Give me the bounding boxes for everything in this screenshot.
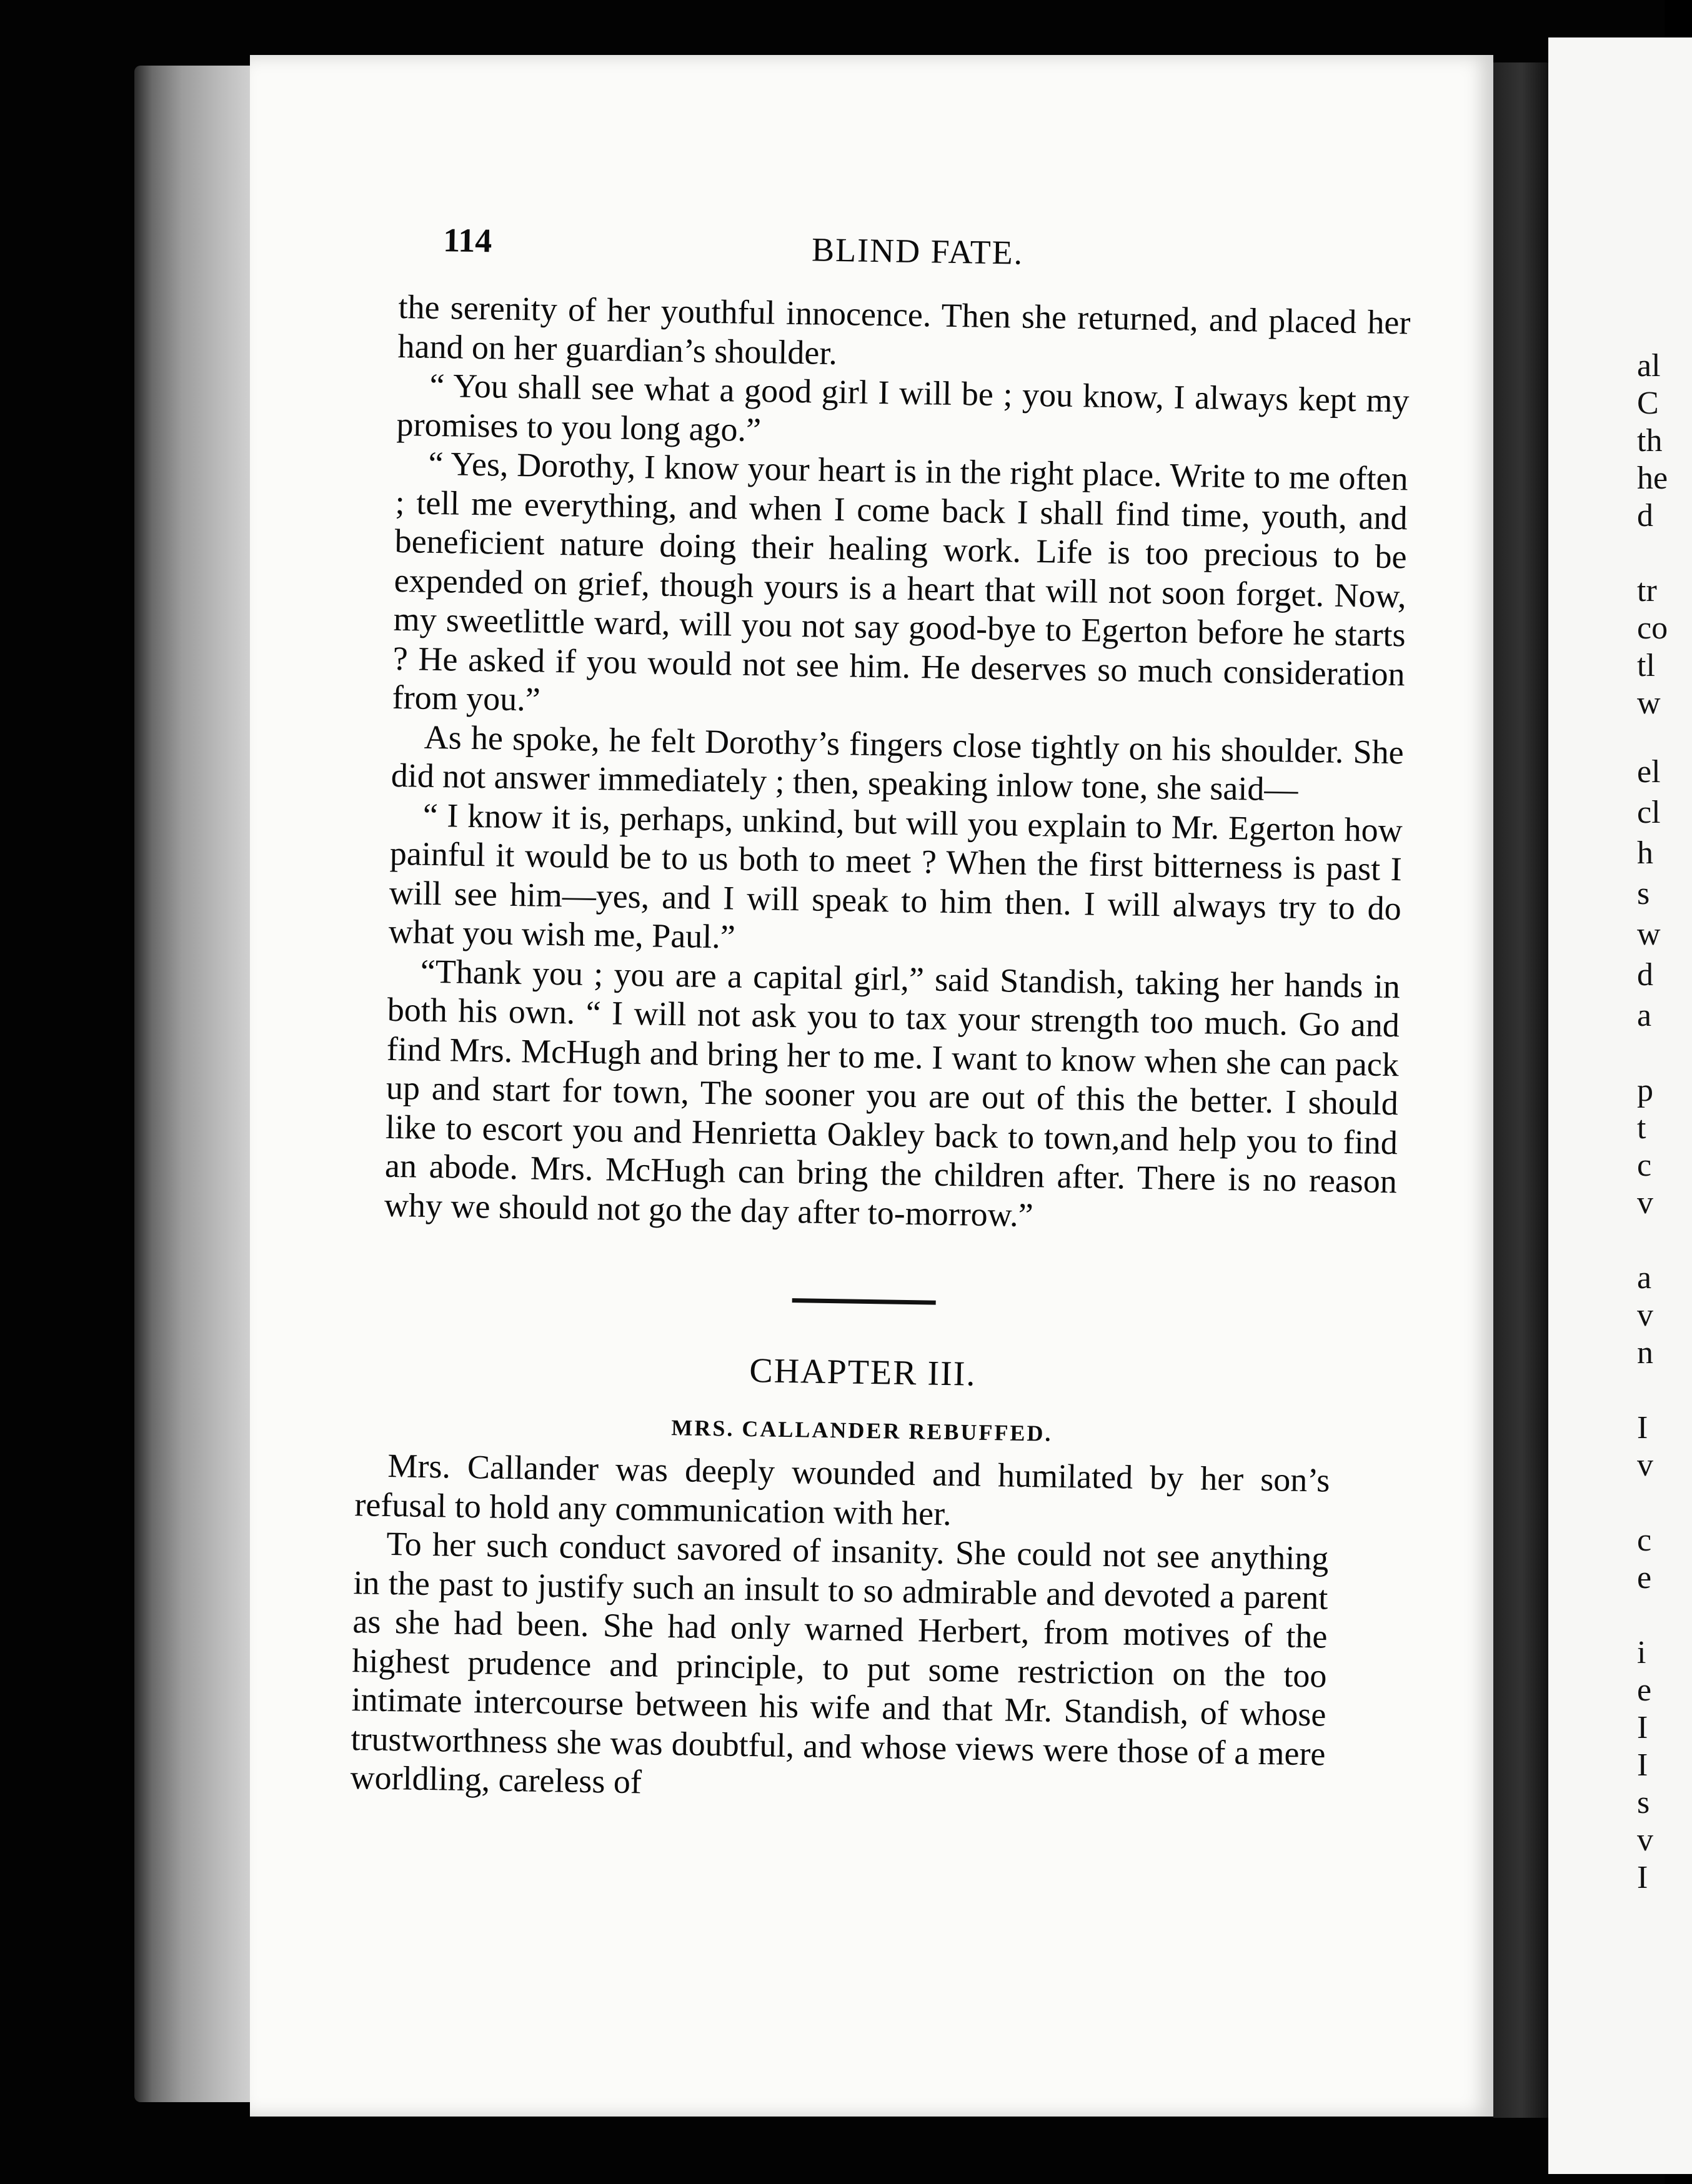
paragraph: “ Yes, Dorothy, I know your heart is in the right place. Write to me often ; tell me everything, and when I come back I shall find time, youth, and beneficient nature doing their healing work. Life is too precious to be expended on grief, though yours is a heart that will not soon forget. Now, my sweetlittle ward, will you not say good-bye to Egerton before he starts ? He asked if you would not see him. He deserves so much consideration from you.” bbox=[392, 444, 1408, 718]
adjacent-page-fragment: c bbox=[1637, 1148, 1652, 1183]
adjacent-page-fragment: w bbox=[1637, 916, 1661, 952]
adjacent-page-fragment: t bbox=[1637, 1110, 1646, 1146]
adjacent-page-fragment: v bbox=[1637, 1447, 1653, 1483]
adjacent-page-fragment: c bbox=[1637, 1522, 1652, 1558]
adjacent-page-fragment: n bbox=[1637, 1335, 1653, 1371]
paragraph: “ I know it is, perhaps, unkind, but will you explain to Mr. Egerton how painful it would be to us both to meet ? When the first bitterness is past I will see him—yes, and I will speak to him then. I will always try to do what you wish me, Paul.” bbox=[388, 796, 1403, 956]
adjacent-page-fragment: a bbox=[1637, 1260, 1652, 1296]
adjacent-page-fragment: v bbox=[1637, 1822, 1653, 1858]
paragraph: “Thank you ; you are a capital girl,” said Standish, taking her hands in both his own. “ I will not ask you to tax your strength too much. Go and find Mrs. McHugh and bring her to me. I want to know when she can pack up and start for town, The sooner you are out of this the better. I should like to escort you and Henrietta Oakley back to town,and help you to find an abode. Mrs. McHugh can bring the children after. There is no reason why we should not go the day after to-morrow.” bbox=[384, 952, 1401, 1234]
chapter-heading: CHAPTER III. bbox=[749, 1351, 977, 1394]
adjacent-page-fragment: cl bbox=[1637, 795, 1661, 830]
page-number: 114 bbox=[442, 221, 492, 260]
adjacent-page-fragment: h bbox=[1637, 835, 1653, 871]
adjacent-page-fragment: v bbox=[1637, 1185, 1653, 1221]
adjacent-page-fragment: e bbox=[1637, 1672, 1652, 1708]
adjacent-page-fragment: C bbox=[1637, 385, 1659, 421]
paragraph: “ You shall see what a good girl I will be ; you know, I always kept my promises to you long ago.” bbox=[396, 366, 1410, 449]
adjacent-page-fragment: a bbox=[1637, 998, 1652, 1033]
adjacent-page-fragment: i bbox=[1637, 1635, 1646, 1670]
body-text bbox=[384, 287, 1411, 1240]
paragraph: the serenity of her youthful innocence. Then she returned, and placed her hand on her guardian’s shoulder. bbox=[397, 287, 1411, 372]
paragraph: As he spoke, he felt Dorothy’s fingers close tightly on his shoulder. She did not answer immediately ; then, speaking inlow tone, she said— bbox=[391, 718, 1405, 808]
adjacent-page-fragment: I bbox=[1637, 1410, 1648, 1446]
adjacent-page-fragment: co bbox=[1637, 610, 1668, 646]
page-edge-stack bbox=[134, 66, 253, 2102]
adjacent-page-fragment: d bbox=[1637, 957, 1653, 993]
section-divider bbox=[792, 1298, 936, 1305]
adjacent-page-fragment: el bbox=[1637, 754, 1661, 790]
adjacent-page-fragment: s bbox=[1637, 876, 1650, 911]
chapter-title: MRS. CALLANDER REBUFFED. bbox=[671, 1415, 1053, 1446]
adjacent-page-fragment: s bbox=[1637, 1785, 1650, 1820]
adjacent-page-fragment: v bbox=[1637, 1298, 1653, 1333]
adjacent-page-fragment: I bbox=[1637, 1860, 1648, 1895]
chapter-text bbox=[350, 1446, 1330, 1812]
adjacent-page bbox=[1548, 37, 1692, 2174]
book-gutter bbox=[1493, 62, 1550, 2118]
paragraph: To her such conduct savored of insanity. She could not see anything in the past to justify such an insult to so admirable and devoted a parent as she had been. She had only warned Herbert, from motives of the highest prudence and principle, to put some restriction on the too intimate intercourse between his wife and that Mr. Standish, of whose trustworthness she was doubtful, and whose views were those of a mere worldling, careless of bbox=[350, 1524, 1329, 1801]
adjacent-page-fragment: I bbox=[1637, 1710, 1648, 1745]
adjacent-page-fragment: I bbox=[1637, 1747, 1648, 1783]
paragraph: Mrs. Callander was deeply wounded and humilated by her son’s refusal to hold any communication with her. bbox=[354, 1446, 1330, 1532]
text-column bbox=[350, 212, 1412, 1814]
running-title: BLIND FATE. bbox=[811, 231, 1024, 272]
adjacent-page-fragment: al bbox=[1637, 348, 1661, 384]
adjacent-page-fragment: d bbox=[1637, 498, 1653, 534]
adjacent-page-fragment: th bbox=[1637, 423, 1663, 459]
running-head bbox=[399, 212, 1412, 303]
adjacent-page-fragment: tr bbox=[1637, 573, 1657, 608]
adjacent-page-fragment: e bbox=[1637, 1560, 1652, 1596]
adjacent-page-fragment: he bbox=[1637, 460, 1668, 496]
adjacent-page-fragment: w bbox=[1637, 685, 1661, 721]
adjacent-page-fragment: p bbox=[1637, 1073, 1653, 1108]
adjacent-page-fragment: tl bbox=[1637, 648, 1655, 683]
